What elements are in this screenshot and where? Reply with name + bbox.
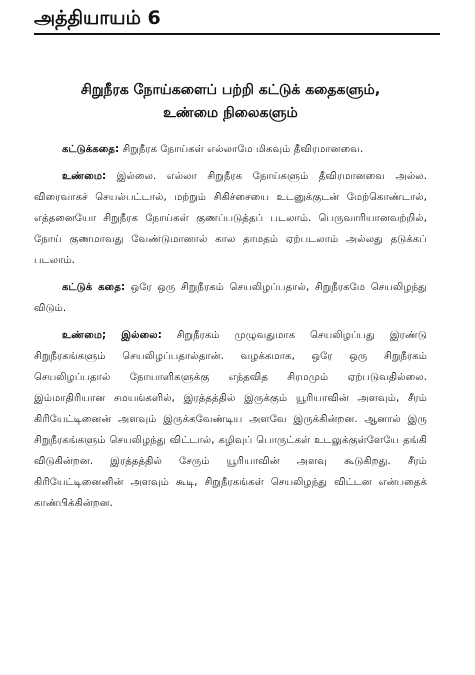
page-title	[34, 79, 427, 125]
paragraph-text: ஒரே ஒரு சிறுநீரகம் செயலிழப்பதால், சிறுநீரகமே செயலிழந்து விடும்.	[34, 282, 427, 314]
paragraph-text: சிறுநீரகம் முழுவதுமாக செயலிழப்பது இரண்டு சிறுநீரகங்களும் செயலிழப்பதால்தான். வழக்கமாக, ஒரே ஒரு சிறுநீரகம் செயலிழப்பதால் நோயாளிகளுக்கு எந்தவித சிரமமும் ஏற்படுவதில்லை. இம்மாதிரியான சமயங்களில், இரத்தத்தில் இருக்கும் யூரியாவின் அளவும், சீரம் கிரியேட்டினைன் அளவும் இருக்கவேண்டிய அளவே இருக்கின்றன. ஆனால் இரு சிறுநீரகங்களும் செயலிழந்து விட்டால், கழிவுப் பொருட்கள் உடலுக்குள்ளேயே தங்கி விடுகின்றன. இரத்தத்தில் சேரும் யூரியாவின் அளவு கூடுகிறது. சீரம் கிரியேட்டினைனின் அளவும் கூடி, சிறுநீரகங்கள் செயலிழந்து விட்டன என்பதைக் காண்பிக்கின்றன.	[34, 330, 428, 509]
paragraph-fact-1	[34, 166, 427, 271]
title-line-1: சிறுநீரக நோய்களைப் பற்றி கட்டுக் கதைகளும்,	[80, 82, 381, 98]
paragraph-lead: கட்டுக்கதை:	[62, 144, 120, 155]
paragraph-myth-2	[34, 277, 427, 319]
paragraph-lead: உண்மை:	[62, 171, 107, 182]
paragraph-text: இல்லை. எல்லா சிறுநீரக நோய்களும் தீவிரமானவை அல்ல. விரைவாகச் செயல்பட்டால், மற்றும் சிகிச்சையை உடனுக்குடன் மேற்கொண்டால், எத்தனையோ சிறுநீரக நோய்கள் குணப்படுத்தப் படலாம். பெருவாரியானவற்றில், நோய் குணமாவது வேண்டுமானால் கால தாமதம் ஏற்படலாம் அல்லது தடுக்கப் படலாம்.	[34, 171, 427, 266]
paragraph-lead: கட்டுக் கதை:	[62, 282, 126, 293]
chapter-heading: அத்தியாயம் 6	[34, 6, 440, 35]
paragraph-myth-1	[34, 139, 427, 160]
title-line-2: உண்மை நிலைகளும்	[163, 105, 298, 121]
paragraph-lead: உண்மை; இல்லை:	[62, 330, 162, 341]
paragraph-text: சிறுநீரக நோய்கள் எல்லாமே மிகவும் தீவிரமானவை.	[119, 144, 364, 155]
paragraph-fact-2	[34, 325, 427, 514]
